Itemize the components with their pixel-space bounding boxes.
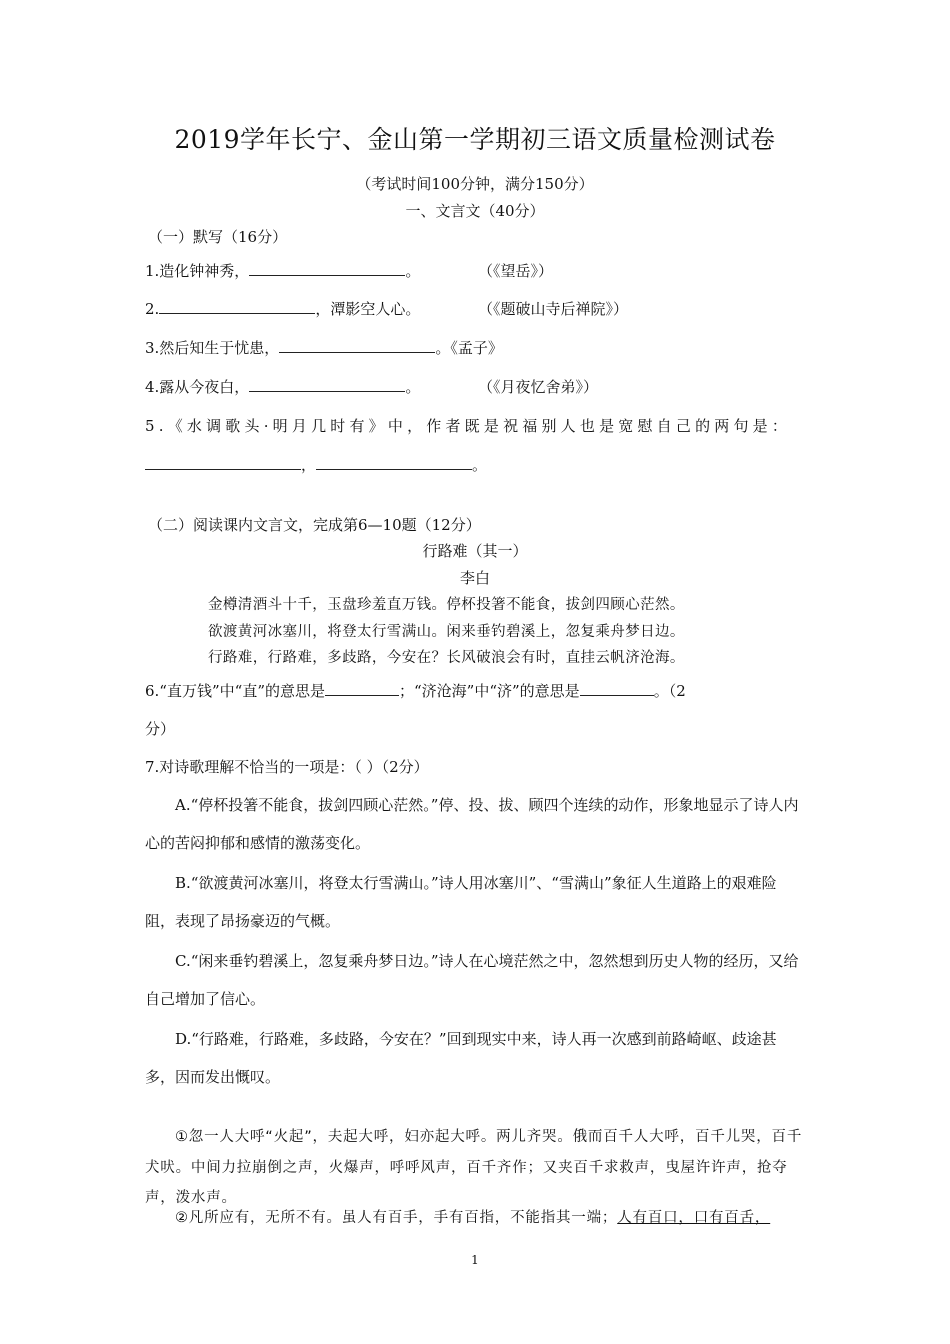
poem-title: 行路难（其一）	[422, 542, 528, 560]
q2-answer-blank[interactable]	[159, 299, 315, 314]
option-c: C.“闲来垂钓碧溪上，忽复乘舟梦日边。”诗人在心境茫然之中，忽然想到历史人物的经历，又给自己增加了信心。	[145, 952, 799, 1008]
passage-paragraph-1: ①忽一人大呼“火起”，夫起大呼，妇亦起大呼。两儿齐哭。俄而百千人大呼，百千儿哭，百千犬吠。中间力拉崩倒之声，火爆声，呼呼风声，百千齐作；又夹百千求救声，曳屋许许声，抢夺声，泼水声。	[145, 1129, 803, 1206]
q5-answer-blank-1[interactable]	[145, 455, 301, 470]
question-4	[145, 376, 420, 397]
poem-line-3: 行路难，行路难，多歧路，今安在？长风破浪会有时，直挂云帆济沧海。	[208, 650, 685, 666]
q1-answer-blank[interactable]	[249, 261, 405, 276]
question-5: 5.《水调歌头·明月几时有》中，作者既是祝福别人也是宽慰自己的两句是：	[145, 417, 792, 435]
underlined-phrase: 人有百口，口有百舌，	[617, 1210, 771, 1226]
q3-answer-blank[interactable]	[279, 338, 435, 353]
poem-author: 李白	[459, 569, 490, 587]
question-6: 6.“直万钱”中“直”的意思是 ；“济沧海”中“济”的意思是 。（2	[145, 682, 686, 700]
question-7: 7.对诗歌理解不恰当的一项是：（ ）（2分）	[145, 758, 429, 776]
exam-title: 2019学年长宁、金山第一学期初三语文质量检测试卷	[174, 125, 776, 154]
q5-answer-blank-2[interactable]	[316, 455, 472, 470]
section-heading: 一、文言文（40分）	[405, 202, 545, 220]
q6-answer-blank-2[interactable]	[580, 681, 654, 696]
q3-source: 。《孟子》	[435, 339, 503, 357]
question-1	[145, 260, 420, 281]
question-6-score: 分）	[145, 720, 176, 738]
q1-prompt: 1.造化钟神秀，	[145, 262, 250, 280]
q4-source: （《月夜忆舍弟》）	[478, 378, 599, 396]
q2-number: 2.	[145, 300, 160, 318]
q1-source: （《望岳》）	[478, 262, 554, 280]
q4-answer-blank[interactable]	[249, 377, 405, 392]
part1-heading: （一）默写（16分）	[148, 228, 288, 246]
question-2	[145, 298, 420, 319]
q3-prompt: 3.然后知生于忧患，	[145, 339, 280, 357]
q4-end: 。	[405, 378, 421, 396]
q2-source: （《题破山寺后禅院》）	[478, 300, 629, 318]
poem-line-2: 欲渡黄河冰塞川，将登太行雪满山。闲来垂钓碧溪上，忽复乘舟梦日边。	[208, 624, 685, 640]
exam-info: （考试时间100分钟，满分150分）	[356, 175, 594, 193]
option-b: B.“欲渡黄河冰塞川，将登太行雪满山。”诗人用冰塞川”、“雪满山”象征人生道路上的艰难险阻，表现了昂扬豪迈的气概。	[145, 874, 777, 930]
q4-prompt: 4.露从今夜白，	[145, 378, 250, 396]
passage-paragraph-2: ②凡所应有，无所不有。虽人有百手，手有百指，不能指其一端；人有百口，口有百舌，	[175, 1210, 771, 1226]
option-d: D.“行路难，行路难，多歧路，今安在？”回到现实中来，诗人再一次感到前路崎岖、歧途甚多，因而发出慨叹。	[145, 1030, 777, 1086]
question-3	[145, 337, 503, 358]
page-number: 1	[471, 1253, 479, 1267]
part2-heading: （二）阅读课内文言文，完成第6—10题（12分）	[148, 516, 481, 534]
q6-answer-blank-1[interactable]	[325, 681, 399, 696]
q1-end: 。	[405, 262, 421, 280]
option-a: A.“停杯投箸不能食，拔剑四顾心茫然。”停、投、拔、顾四个连续的动作，形象地显示了诗人内心的苦闷抑郁和感情的激荡变化。	[145, 796, 799, 852]
q2-prompt: ，潭影空人心。	[315, 300, 421, 318]
poem-line-1: 金樽清酒斗十千，玉盘珍羞直万钱。停杯投箸不能食，拔剑四顾心茫然。	[208, 597, 685, 613]
question-5-answer: ， 。	[145, 454, 487, 475]
